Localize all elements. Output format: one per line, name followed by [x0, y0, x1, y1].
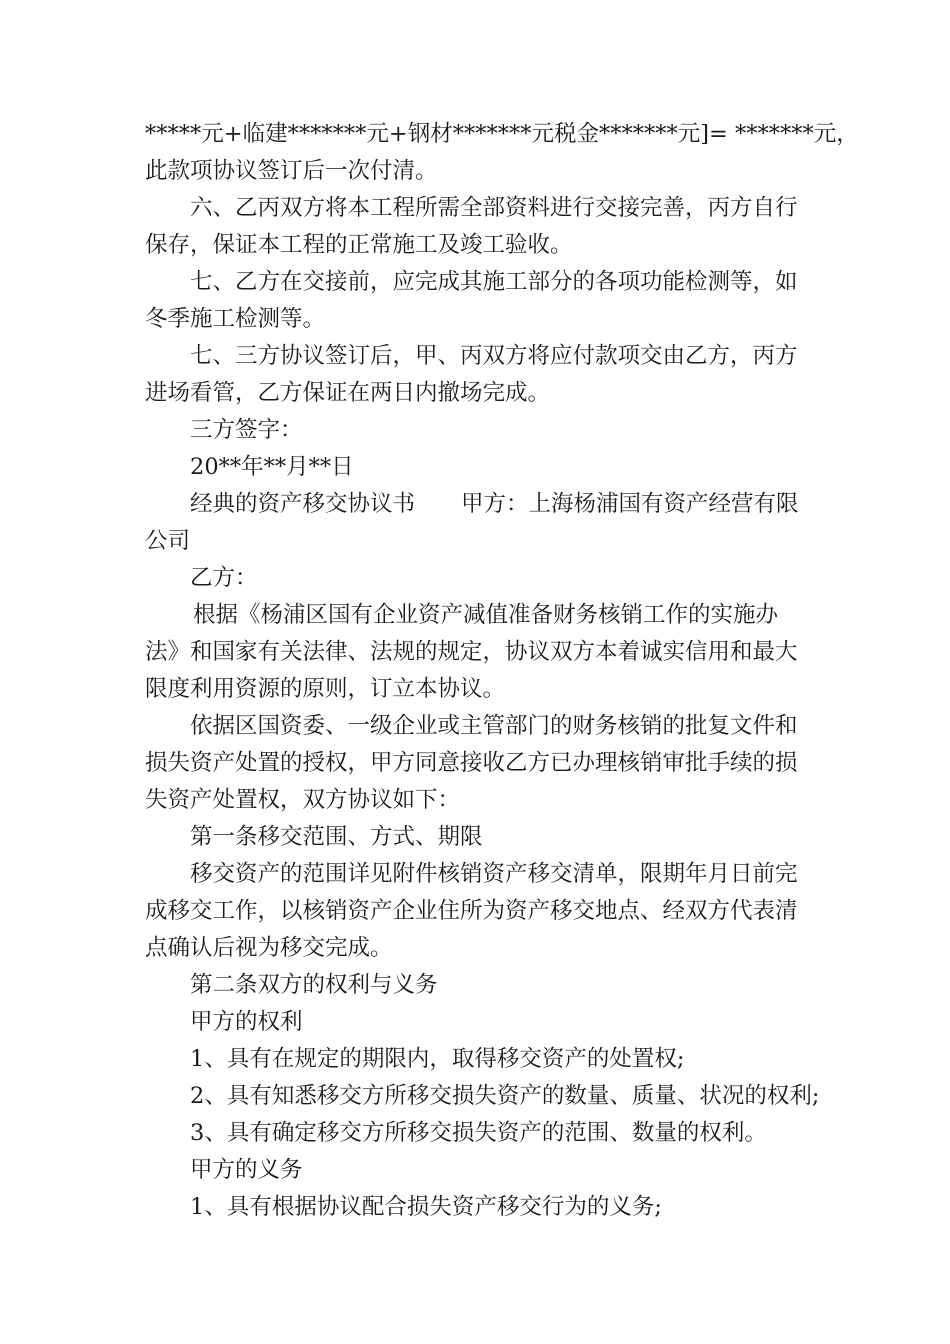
article-heading: 第一条移交范围、方式、期限	[190, 824, 483, 850]
clause-7: 七、乙方在交接前，应完成其施工部分的各项功能检测等，如	[190, 269, 798, 295]
text-line: 此款项协议签订后一次付清。	[145, 158, 438, 184]
text-line: 冬季施工检测等。	[145, 306, 326, 332]
list-item: 1、具有根据协议配合损失资产移交行为的义务;	[190, 1194, 662, 1220]
clause-6: 六、乙丙双方将本工程所需全部资料进行交接完善，丙方自行	[190, 195, 798, 221]
list-item: 2、具有知悉移交方所移交损失资产的数量、质量、状况的权利;	[190, 1083, 820, 1109]
text-line: 公司	[145, 528, 191, 554]
text-line: 损失资产处置的授权，甲方同意接收乙方已办理核销审批手续的损	[145, 750, 798, 776]
text-line: *****元+临建*******元+钢材*******元税金*******元]= *******元，	[145, 121, 859, 147]
text-line: 法》和国家有关法律、法规的规定，协议双方本着诚实信用和最大	[145, 639, 798, 665]
text-line: 成移交工作，以核销资产企业住所为资产移交地点、经双方代表清	[145, 898, 798, 924]
text-line: 点确认后视为移交完成。	[145, 935, 393, 961]
text-line: 失资产处置权，双方协议如下：	[145, 787, 461, 813]
section-heading: 甲方的权利	[190, 1009, 303, 1035]
text-line: 依据区国资委、一级企业或主管部门的财务核销的批复文件和	[190, 713, 798, 739]
text-line: 保存，保证本工程的正常施工及竣工验收。	[145, 232, 573, 258]
text-line: 根据《杨浦区国有企业资产减值准备财务核销工作的实施办	[193, 602, 779, 628]
list-item: 1、具有在规定的期限内，取得移交资产的处置权;	[190, 1046, 685, 1072]
party-a: 甲方：上海杨浦国有资产经营有限	[461, 491, 799, 517]
section-heading: 甲方的义务	[190, 1157, 303, 1183]
list-item: 3、具有确定移交方所移交损失资产的范围、数量的权利。	[190, 1120, 767, 1146]
text-line: 进场看管，乙方保证在两日内撤场完成。	[145, 380, 551, 406]
agreement-title: 经典的资产移交协议书	[190, 491, 416, 517]
date-line: 20**年**月**日	[190, 454, 354, 480]
document-body	[145, 116, 859, 1226]
title-line	[145, 486, 815, 523]
text-line: 移交资产的范围详见附件核销资产移交清单，限期年月日前完	[190, 861, 798, 887]
article-heading: 第二条双方的权利与义务	[190, 972, 438, 998]
party-b: 乙方：	[190, 565, 258, 591]
text-line: 限度利用资源的原则，订立本协议。	[145, 676, 506, 702]
signature-label: 三方签字：	[190, 417, 303, 443]
clause-7b: 七、三方协议签订后，甲、丙双方将应付款项交由乙方，丙方	[190, 343, 798, 369]
